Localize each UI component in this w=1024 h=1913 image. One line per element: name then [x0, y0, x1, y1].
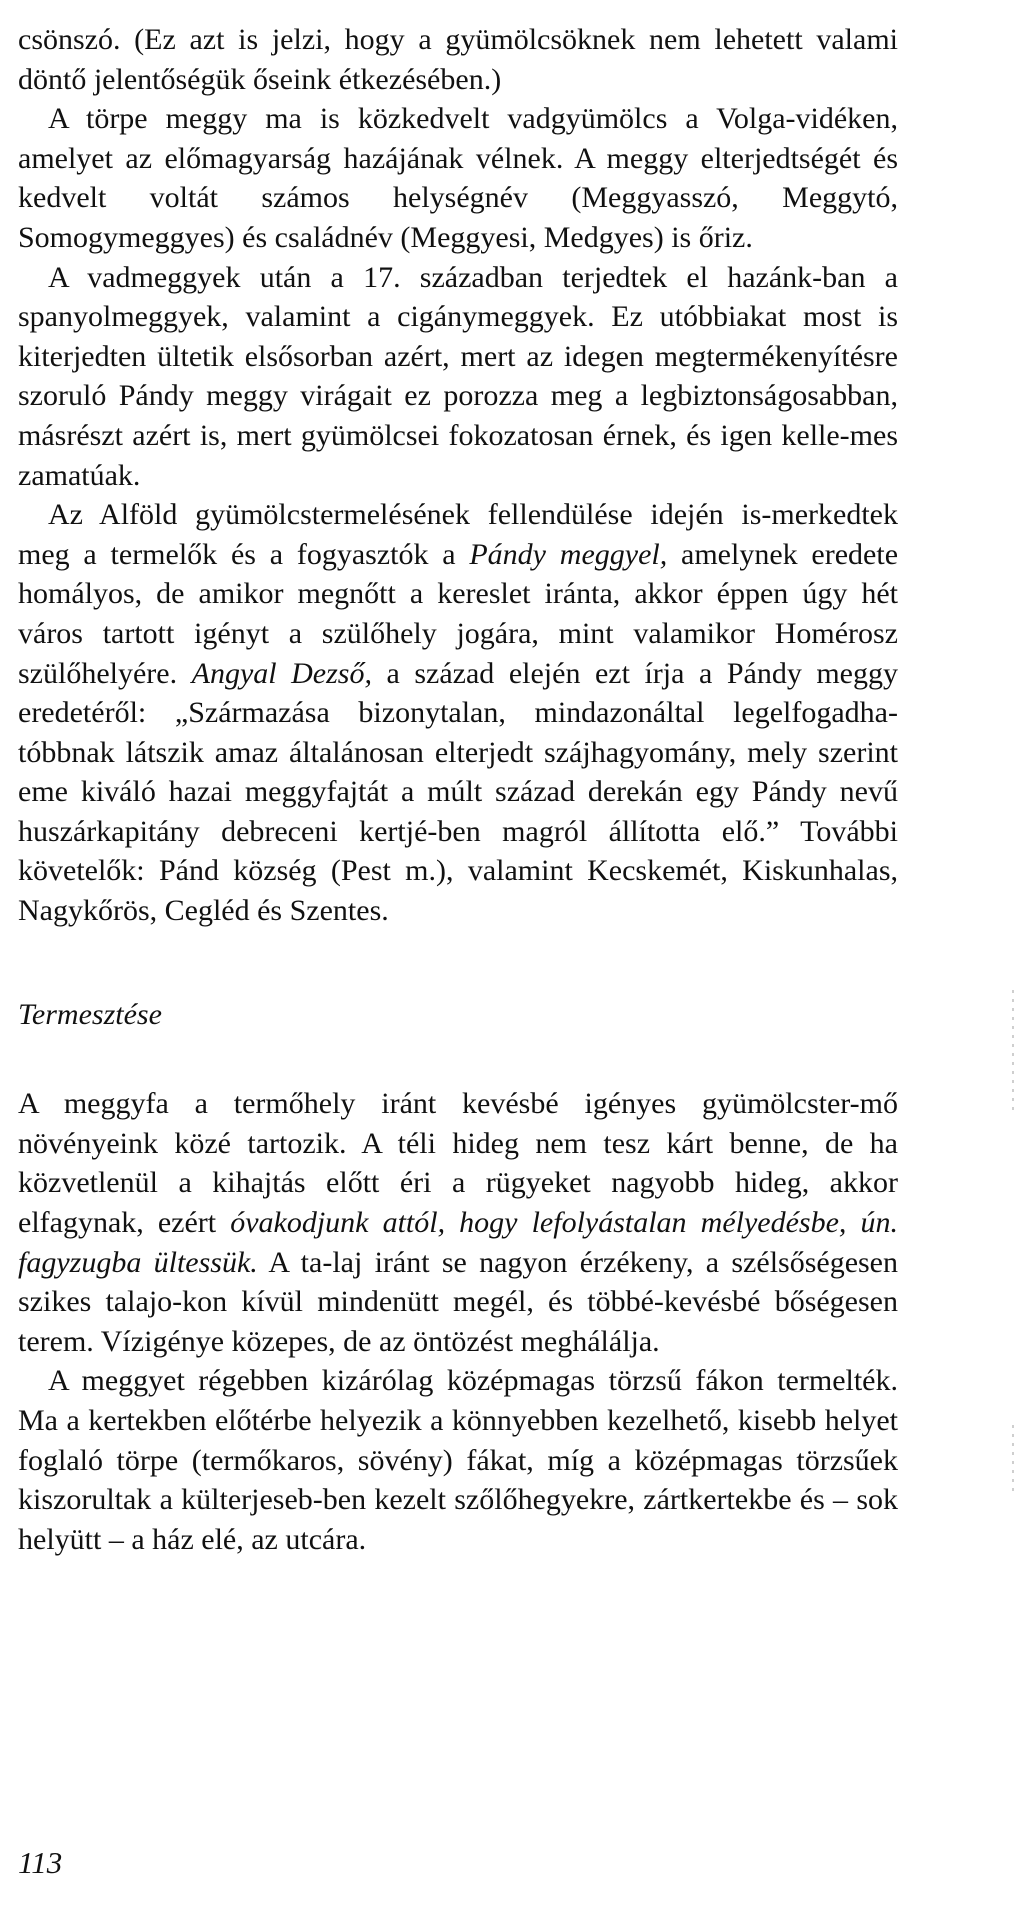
page-body — [18, 20, 898, 1559]
paragraph-4-emphasis-angyal: Angyal Dezső, — [191, 656, 372, 690]
paragraph-6: A meggyet régebben kizárólag középmagas törzsű fákon termelték. Ma a kertekben előtérbe helyezik a könnyebben kezelhető, kisebb helyet foglaló törpe (termőkaros, sövény) fákat, míg a középmagas törzsűek kiszorultak a külterjeseb-ben kezelt szőlőhegyekre, zártkertekbe és – sok helyütt – a ház elé, az utcára. — [18, 1364, 898, 1556]
paragraph-4 — [18, 495, 898, 931]
paragraph-5 — [18, 1084, 898, 1361]
paragraph-4-text-c: a század elején ezt írja a Pándy meggy eredetéről: „Származása bizonytalan, mindazonáltal legelfogadha-tóbbnak látszik amaz általánosan elterjedt szájhagyomány, mely szerint eme kiváló hazai meggyfajtát a múlt század derekán egy Pándy nevű huszárkapitány debreceni kertjé-ben magról állította elő.” További követelők: Pánd község (Pest m.), valamint Kecskemét, Kiskunhalas, Nagykőrös, Cegléd és Szentes. — [18, 656, 898, 928]
scan-margin-mark-2 — [1012, 1425, 1014, 1495]
section-title: Termesztése — [18, 997, 162, 1031]
paragraph-1: csönszó. (Ez azt is jelzi, hogy a gyümölcsöknek nem lehetett valami döntő jelentőségük őseink étkezésében.) — [18, 23, 898, 96]
scan-margin-mark-1 — [1012, 990, 1014, 1110]
paragraph-5-text-b: A ta-laj iránt se nagyon érzékeny, a szélsőségesen szikes talajo-kon kívül mindenütt megél, és többé-kevésbé bőségesen terem. Vízigénye közepes, de az öntözést meghálálja. — [18, 1245, 898, 1358]
page-number: 113 — [18, 1845, 63, 1880]
paragraph-4-emphasis-pandy: Pándy meggyel, — [469, 537, 668, 571]
paragraph-5-emphasis: óvakodjunk attól, hogy lefolyástalan mélyedésbe, ún. fagyzugba ültessük. — [18, 1206, 898, 1279]
paragraph-5-text-a: A meggyfa a termőhely iránt kevésbé igényes gyümölcster-mő növényeink közé tartozik. A téli hideg nem tesz kárt benne, de ha közvetlenül a kihajtás előtt éri a rügyeket nagyobb hideg, akkor elfagynak, ezért — [18, 1087, 898, 1240]
paragraph-3: A vadmeggyek után a 17. században terjedtek el hazánk-ban a spanyolmeggyek, valamint a cigánymeggyek. Ez utóbbiakat most is kiterjedten ültetik elsősorban azért, mert az idegen megtermékenyítésre szoruló Pándy meggy virágait ez porozza meg a legbiztonságosabban, másrészt azért is, mert gyümölcsei fokozatosan érnek, és igen kelle-mes zamatúak. — [18, 260, 898, 492]
paragraph-4-text-a: Az Alföld gyümölcstermelésének fellendülése idején is-merkedtek meg a termelők és a fogyasztók a — [18, 498, 898, 571]
paragraph-2: A törpe meggy ma is közkedvelt vadgyümölcs a Volga-vidéken, amelyet az előmagyarság hazájának vélnek. A meggy elterjedtségét és kedvelt voltát számos helységnév (Meggyasszó, Meggytó, Somogymeggyes) és családnév (Meggyesi, Medgyes) is őriz. — [18, 102, 898, 254]
paragraph-4-text-b: amelynek eredete homályos, de amikor megnőtt a kereslet iránta, akkor éppen úgy hét város tartott igényt a szülőhely jogára, mint valamikor Homérosz szülőhelyére. — [18, 537, 899, 690]
